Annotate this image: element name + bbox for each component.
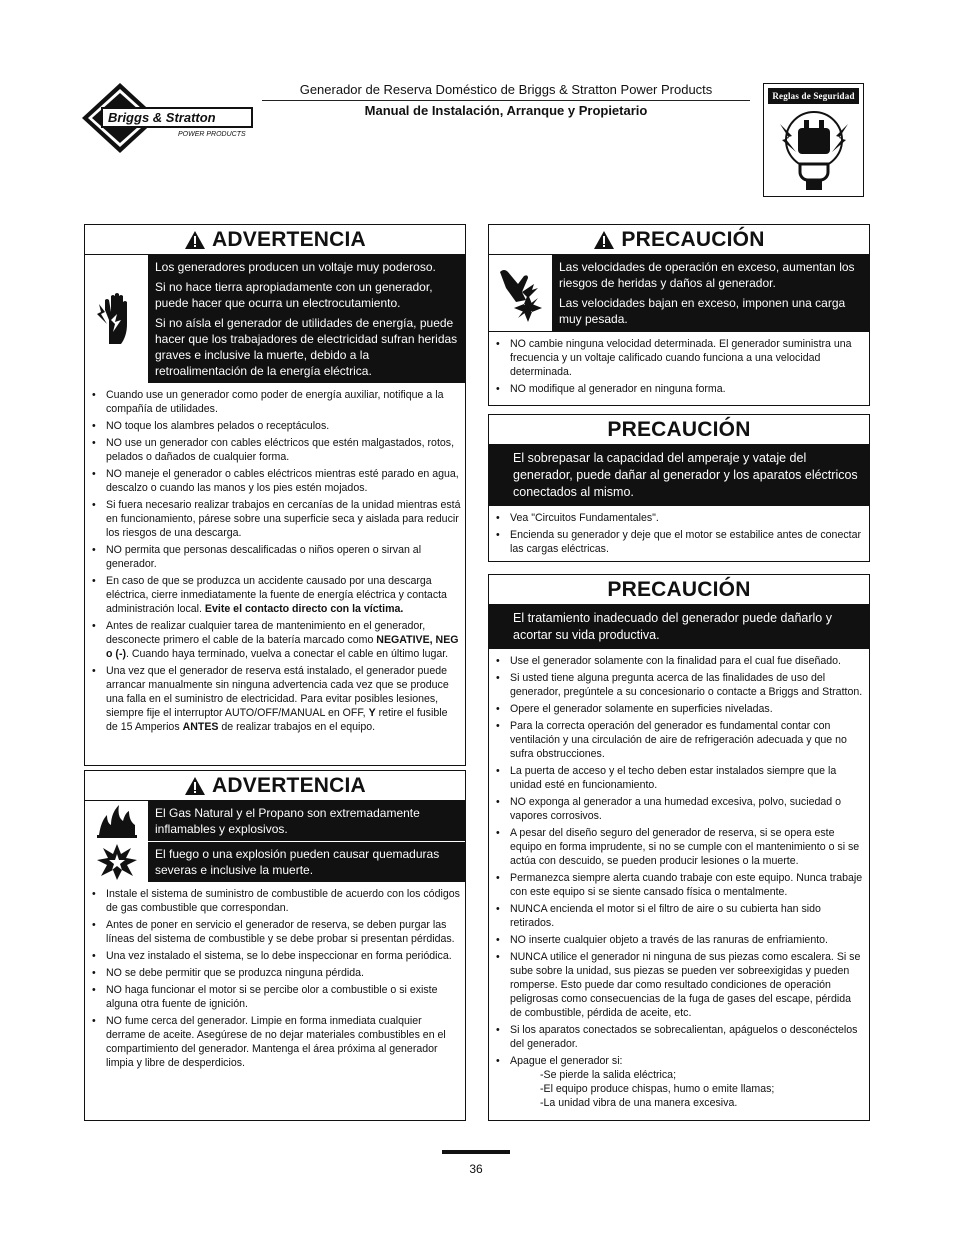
caution-header — [489, 415, 869, 445]
list-item: • A pesar del diseño seguro del generador de reserva, si se opera este equipo en forma imprudente, si no se cumple con el mantenimiento o si se actúa con descuido, se pueden producir lesiones o la muerte. — [493, 826, 865, 868]
plug-shock-icon — [770, 106, 858, 192]
list-item: • Encienda su generador y deje que el motor se estabilice antes de conectar las cargas eléctricas. — [493, 528, 865, 556]
logo-subtext: POWER PRODUCTS — [178, 131, 246, 138]
list-item: • NO fume cerca del generador. Limpie en forma inmediata cualquier derrame de aceite. Asegúrese de no dejar materiales combustibles en el compartimiento del generador. Mantenga el área próxima al generador limpia y libre de desperdicios. — [89, 1014, 461, 1070]
list-item: • Use el generador solamente con la finalidad para el cual fue diseñado. — [493, 654, 865, 668]
hazard-line-1: Las velocidades de operación en exceso, aumentan los riesgos de heridas y daños al generador. — [559, 260, 855, 290]
warning-hazard-box — [85, 842, 465, 882]
list-item: • Apague el generador si: -Se pierde la salida eléctrica; -El equipo produce chispas, humo o emite llamas; -La unidad vibra de una manera excesiva. — [493, 1054, 865, 1110]
list-item: • La puerta de acceso y el techo deben estar instalados siempre que la unidad esté en funcionamiento. — [493, 764, 865, 792]
warning-hazard-box — [85, 255, 465, 383]
safety-rules-label: Reglas de Seguridad — [768, 88, 859, 104]
list-item: • En caso de que se produzca un accidente causado por una descarga eléctrica, cierre inmediatamente la fuente de energía eléctrica y contacta administración local. Evite el contacto directo con la víctima. — [89, 574, 461, 616]
list-item: • NUNCA encienda el motor si el filtro de aire o su cubierta han sido retirados. — [493, 902, 865, 930]
sub-item: -Se pierde la salida eléctrica; — [540, 1069, 677, 1081]
flame-icon — [85, 801, 149, 841]
caution-header — [489, 225, 869, 255]
caution-panel-care — [488, 574, 870, 1121]
logo-text: Briggs & Stratton — [108, 110, 216, 125]
list-item: • Instale el sistema de suministro de combustible de acuerdo con los códigos de gas combustible que correspondan. — [89, 887, 461, 915]
list-item: • NO haga funcionar el motor si se percibe olor a combustible o si existe alguna otra fuente de ignición. — [89, 983, 461, 1011]
list-item: • NO cambie ninguna velocidad determinada. El generador suministra una frecuencia y un voltaje calificado cuando funciona a una velocidad determinada. — [493, 337, 865, 379]
caution-bullet-list — [489, 506, 869, 563]
warning-triangle-icon — [593, 230, 615, 250]
safety-rules-badge — [763, 83, 864, 197]
hazard-line-2: El fuego o una explosión pueden causar quemaduras severas e inclusive la muerte. — [155, 847, 440, 877]
warning-header — [85, 771, 465, 801]
caution-title: PRECAUCIÓN — [621, 227, 765, 251]
list-item: • NO maneje el generador o cables eléctricos mientras esté parado en agua, descalzo o cuando las manos y los pies estén mojados. — [89, 467, 461, 495]
list-item: • Para la correcta operación del generador es fundamental contar con ventilación y una circulación de aire de refrigeración adecuada y que no sufra obstrucciones. — [493, 719, 865, 761]
rotating-parts-icon — [489, 255, 553, 331]
list-item: • Antes de realizar cualquier tarea de mantenimiento en el generador, desconecte primero el cable de la batería marcado como NEGATIVE, NEG o (-). Cuando haya terminado, vuelva a conectar el cable en último lugar. — [89, 619, 461, 661]
document-title: Generador de Reserva Doméstico de Briggs & Stratton Power Products — [262, 82, 750, 101]
document-subtitle: Manual de Instalación, Arranque y Propietario — [364, 103, 648, 118]
hazard-line-1: El sobrepasar la capacidad del amperaje y vataje del generador, puede dañar al generador y los aparatos eléctricos conectados al mismo. — [513, 451, 858, 499]
caution-hazard-box — [489, 605, 869, 649]
hazard-line-1: Los generadores producen un voltaje muy poderoso. — [155, 260, 436, 274]
list-item: • Vea "Circuitos Fundamentales". — [493, 511, 865, 525]
header — [262, 82, 750, 118]
warning-panel-electrical — [84, 224, 466, 766]
list-item: • Opere el generador solamente en superficies niveladas. — [493, 702, 865, 716]
electric-hand-icon — [85, 255, 149, 383]
list-item: • Antes de poner en servicio el generador de reserva, se deben purgar las líneas del sistema de combustible y se debe probar si presentan pérdidas. — [89, 918, 461, 946]
list-item: • NUNCA utilice el generador ni ninguna de sus piezas como escalera. Si se sube sobre la unidad, sus piezas se pueden ver sobreexigidas y pueden romperse. Esto puede dar como resultado condiciones de operación peligrosas como consecuencias de la fuga de gases del escape, pérdida de combustible, pérdida de aceite, etc. — [493, 950, 865, 1020]
caution-title: PRECAUCIÓN — [607, 417, 751, 441]
caution-hazard-box — [489, 255, 869, 331]
list-item: • NO inserte cualquier objeto a través de las ranuras de enfriamiento. — [493, 933, 865, 947]
hazard-line-2: Si no hace tierra apropiadamente con un generador, puede hacer que ocurra un electrocutamiento. — [155, 280, 433, 310]
page-number: 36 — [469, 1162, 483, 1176]
caution-title: PRECAUCIÓN — [607, 577, 751, 601]
list-item: • NO use un generador con cables eléctricos que estén malgastados, rotos, pelados o dañados de cualquier forma. — [89, 436, 461, 464]
list-item: • Cuando use un generador como poder de energía auxiliar, notifique a la compañía de utilidades. — [89, 388, 461, 416]
warning-title: ADVERTENCIA — [212, 227, 366, 251]
warning-hazard-box — [85, 801, 465, 842]
caution-panel-capacity — [488, 414, 870, 562]
explosion-icon — [85, 842, 149, 882]
warning-header — [85, 225, 465, 255]
page-divider — [442, 1150, 510, 1154]
warning-triangle-icon — [184, 776, 206, 796]
list-item: • Si los aparatos conectados se sobrecalientan, apáguelos o desconéctelos del generador. — [493, 1023, 865, 1051]
warning-bullet-list — [85, 383, 465, 741]
list-item: • NO se debe permitir que se produzca ninguna pérdida. — [89, 966, 461, 980]
list-item: • Una vez instalado el sistema, se lo debe inspeccionar en forma periódica. — [89, 949, 461, 963]
briggs-stratton-logo — [82, 81, 254, 155]
list-item: • NO exponga al generador a una humedad excesiva, polvo, suciedad o vapores corrosivos. — [493, 795, 865, 823]
list-item: • NO toque los alambres pelados o receptáculos. — [89, 419, 461, 433]
sub-item: -La unidad vibra de una manera excesiva. — [540, 1097, 738, 1109]
list-item: • Permanezca siempre alerta cuando trabaje con este equipo. Nunca trabaje con este equipo si se siente cansado física o mentalmente. — [493, 871, 865, 899]
warning-triangle-icon — [184, 230, 206, 250]
hazard-line-1: El Gas Natural y el Propano son extremadamente inflamables y explosivos. — [155, 806, 420, 836]
warning-title: ADVERTENCIA — [212, 773, 366, 797]
hazard-line-2: Las velocidades bajan en exceso, imponen una carga muy pesada. — [559, 296, 846, 326]
list-item: • NO modifique al generador en ninguna forma. — [493, 382, 865, 396]
caution-bullet-list — [489, 331, 869, 403]
caution-hazard-box — [489, 445, 869, 506]
list-item: • NO permita que personas descalificadas o niños operen o sirvan al generador. — [89, 543, 461, 571]
list-item: • Si fuera necesario realizar trabajos en cercanías de la unidad mientras está en funcionamiento, párese sobre una superficie seca y aislada para reducir los riesgos de una descarga. — [89, 498, 461, 540]
sub-item: -El equipo produce chispas, humo o emite llamas; — [540, 1083, 775, 1095]
hazard-line-1: El tratamiento inadecuado del generador puede dañarlo y acortar su vida productiva. — [513, 611, 832, 642]
list-item: • Si usted tiene alguna pregunta acerca de las finalidades de uso del generador, pregúntele a su concesionario o contacte a Briggs and Stratton. — [493, 671, 865, 699]
warning-panel-fuel — [84, 770, 466, 1121]
hazard-line-3: Si no aísla el generador de utilidades de energía, puede hacer que los trabajadores de electricidad sufran heridas graves e inclusive la muerte, debido a la retroalimentación de la energía eléctrica. — [155, 316, 458, 378]
caution-panel-speed — [488, 224, 870, 406]
warning-bullet-list — [85, 882, 465, 1077]
list-item: • Una vez que el generador de reserva está instalado, el generador puede arrancar manualmente sin ninguna advertencia cada vez que se produce una falla en el suministro de electricidad. Para evitar posibles lesiones, siempre fije el interruptor AUTO/OFF/MANUAL en OFF, Y retire el fusible de 15 Amperios ANTES de realizar trabajos en el equipo. — [89, 664, 461, 734]
caution-header — [489, 575, 869, 605]
caution-bullet-list — [489, 649, 869, 1117]
